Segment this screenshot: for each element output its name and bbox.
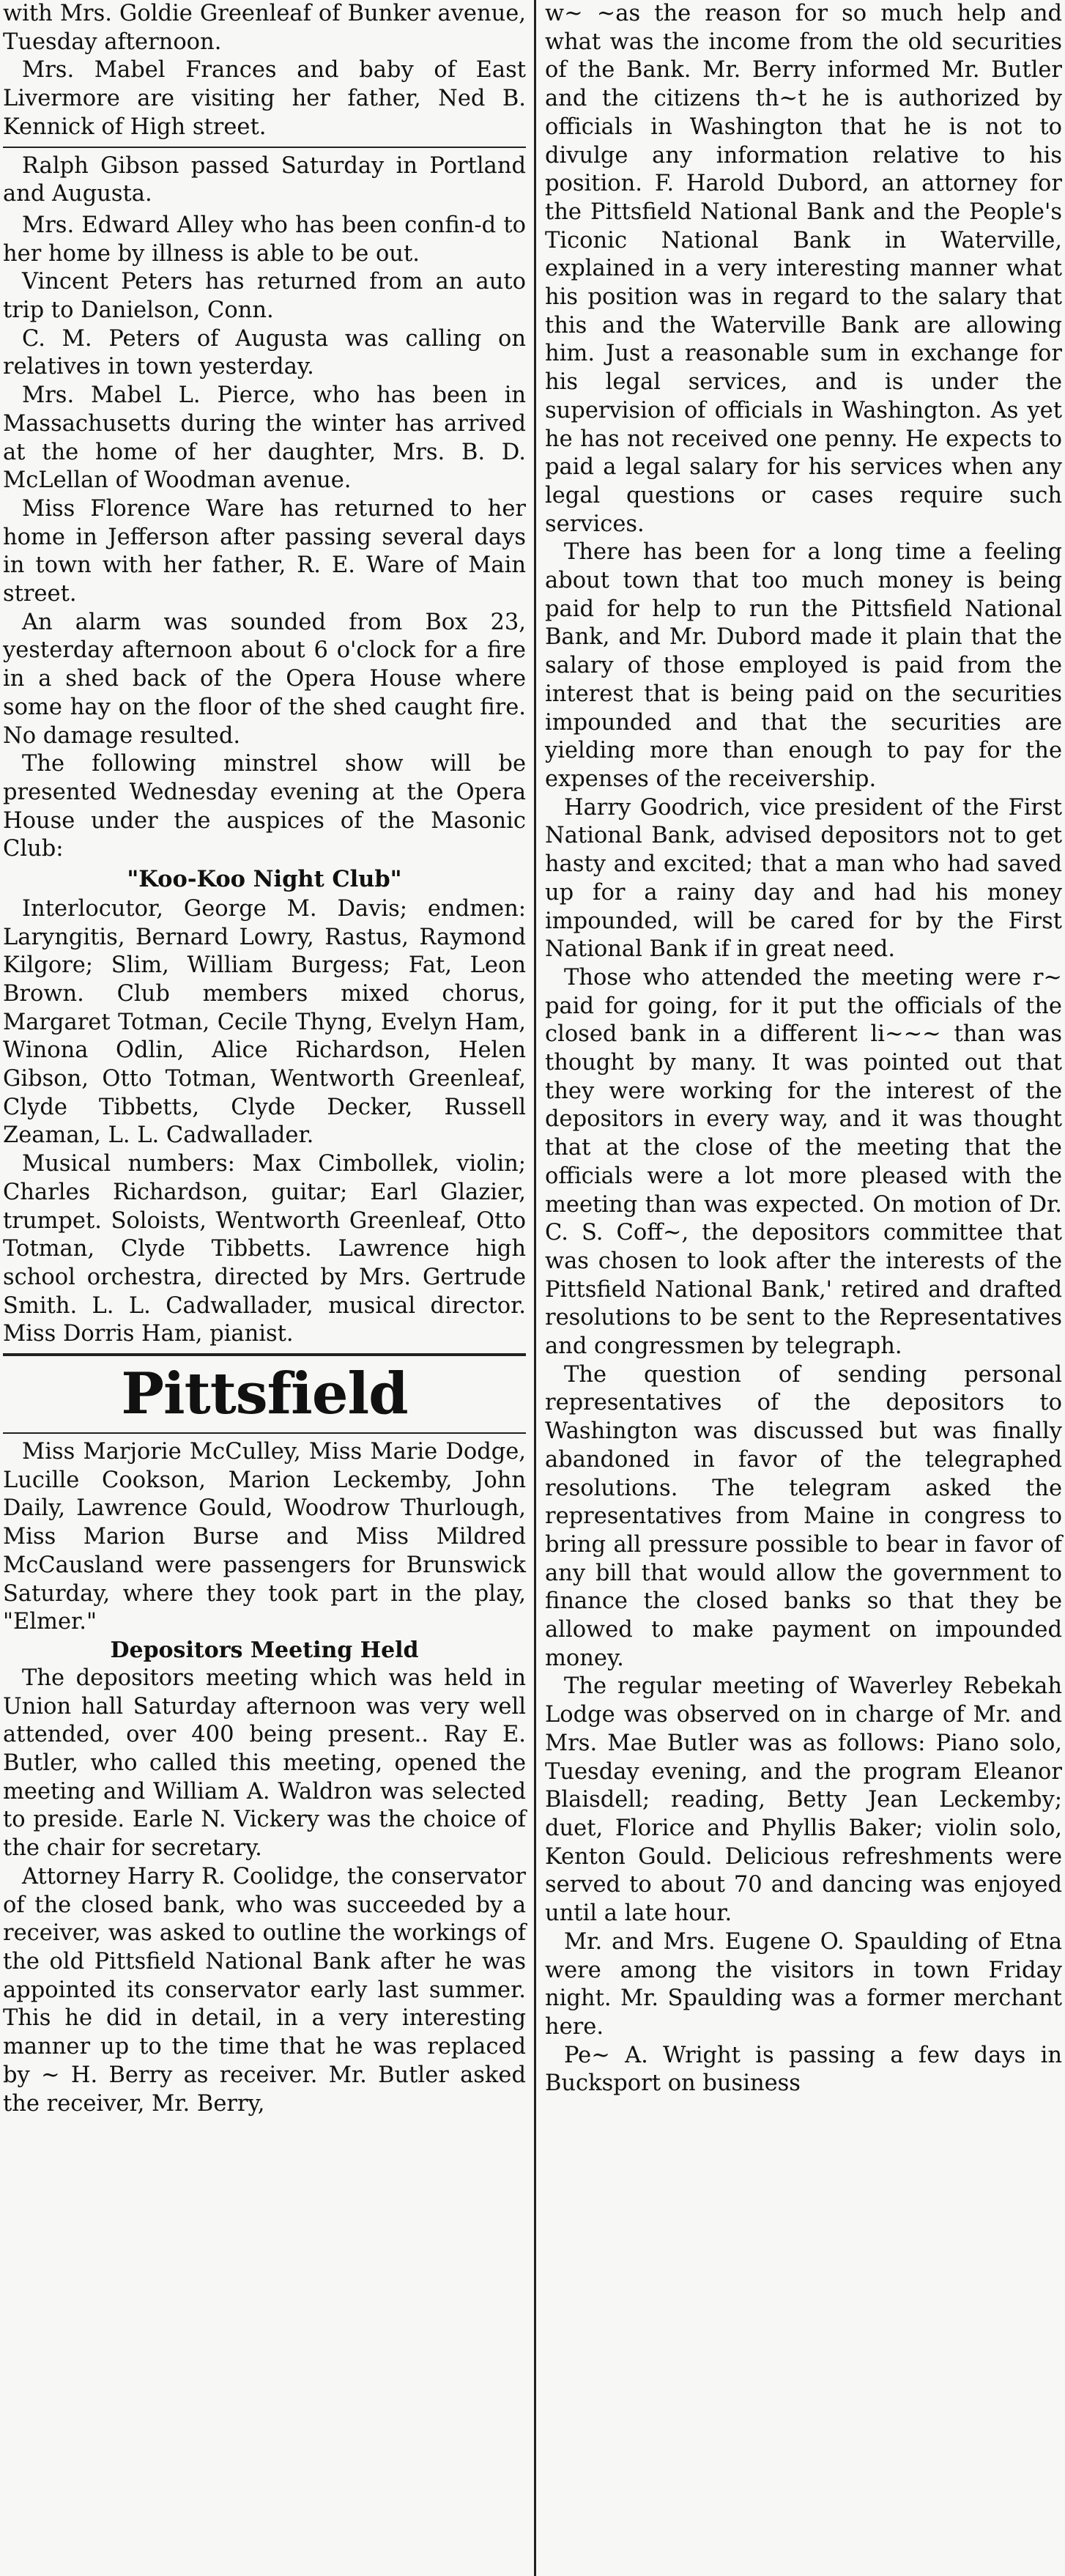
article-paragraph: Harry Goodrich, vice president of the First National Bank, advised depositors not to get hasty and excited; that a man who had saved up for a rainy day and had his money impounded, will be cared for by the First National Bank if in great need.: [545, 794, 1062, 963]
article-paragraph: Attorney Harry R. Coolidge, the conservator of the closed bank, who was succeeded by a receiver, was asked to outline the workings of the old Pittsfield National Bank after he was appointed its conservator early last summer. This he did in detail, in a very interesting manner up to the time that he was replaced by ~ H. Berry as receiver. Mr. Butler asked the receiver, Mr. Berry,: [3, 1863, 526, 2117]
news-item: Miss Marjorie McCulley, Miss Marie Dodge, Lucille Cookson, Marion Leckemby, John Daily, Lawrence Gould, Woodrow Thurlough, Miss Marion Burse and Miss Mildred McCausland were passengers for Brunswick Saturday, where they took part in the play, "Elmer.": [3, 1439, 526, 1635]
news-item: C. M. Peters of Augusta was calling on relatives in town yesterday.: [3, 325, 526, 380]
left-column: [0, 0, 530, 2576]
show-title: "Koo-Koo Night Club": [127, 866, 402, 893]
article-paragraph: Mrs. Mabel Frances and baby of East Livermore are visiting her father, Ned B. Kennick of High street.: [3, 57, 526, 140]
news-item: Pe~ A. Wright is passing a few days in Bucksport on business: [545, 2042, 1062, 2097]
article-paragraph: The question of sending personal representatives of the depositors to Washington was discussed but was finally abandoned in favor of the telegraphed resolutions. The telegram asked the representatives from Maine in congress to bring all pressure possible to bear in favor of any bill that would allow the government to finance the closed banks so that they be allowed to make payment on impounded money.: [545, 1361, 1062, 1671]
news-item: Vincent Peters has returned from an auto trip to Danielson, Conn.: [3, 269, 526, 324]
article-paragraph: Those who attended the meeting were r~ paid for going, for it put the officials of the closed bank in a different li~~~ than was thought by many. It was pointed out that they were working for the interest of the depositors in every way, and it was thought that at the close of the meeting that the officials were a lot more pleased with the meeting than was expected. On motion of Dr. C. S. Coff~, the depositors committee that was chosen to look after the interests of the Pittsfield National Bank,' retired and drafted resolutions to be sent to the Representatives and congressmen by telegraph.: [545, 964, 1062, 1360]
article-paragraph: There has been for a long time a feeling about town that too much money is being paid for help to run the Pittsfield National Bank, and Mr. Dubord made it plain that the salary of those employed is paid from the interest that is being paid on the securities impounded and that the securities are yielding more than enough to pay for the expenses of the receivership.: [545, 539, 1062, 792]
column-divider: [3, 147, 526, 148]
news-item: Mrs. Mabel L. Pierce, who has been in Massachusetts during the winter has arrived at the home of her daughter, Mrs. B. D. McLellan of Woodman avenue.: [3, 382, 526, 494]
column-rule: [534, 0, 536, 2576]
news-item: Mrs. Edward Alley who has been confin-d to her home by illness is able to be out.: [3, 212, 526, 267]
news-item: Miss Florence Ware has returned to her home in Jefferson after passing several days in town with her father, R. E. Ware of Main street.: [3, 495, 526, 607]
show-cast: Interlocutor, George M. Davis; endmen: Laryngitis, Bernard Lowry, Rastus, Raymond Kilgore; Slim, William Burgess; Fat, Leon Brown. Club members mixed chorus, Margaret Totman, Cecile Thyng, Evelyn Ham, Winona Odlin, Alice Richardson, Helen Gibson, Otto Totman, Wentworth Greenleaf, Clyde Tibbetts, Clyde Decker, Russell Zeaman, L. L. Cadwallader.: [3, 895, 526, 1149]
section-divider: [3, 1353, 526, 1356]
article-subhead: Depositors Meeting Held: [110, 1637, 419, 1663]
news-item: The regular meeting of Waverley Rebekah Lodge was observed on in charge of Mr. and Mrs. Mae Butler was as follows: Piano solo, Tuesday evening, and the program Eleanor Blaisdell; reading, Betty Jean Leckemby; duet, Florice and Phyllis Baker; violin solo, Kenton Gould. Delicious refreshments were served to about 70 and dancing was enjoyed until a late hour.: [545, 1673, 1062, 1927]
section-divider: [3, 1432, 526, 1434]
news-item: An alarm was sounded from Box 23, yesterday afternoon about 6 o'clock for a fire in a shed back of the Opera House where some hay on the floor of the shed caught fire. No damage resulted.: [3, 609, 526, 749]
show-musical-numbers: Musical numbers: Max Cimbollek, violin; Charles Richardson, guitar; Earl Glazier, trumpet. Soloists, Wentworth Greenleaf, Otto Totman, Clyde Tibbetts. Lawrence high school orchestra, directed by Mrs. Gertrude Smith. L. L. Cadwallader, musical director. Miss Dorris Ham, pianist.: [3, 1151, 526, 1347]
section-title: Pittsfield: [121, 1361, 408, 1428]
news-item: Mr. and Mrs. Eugene O. Spaulding of Etna were among the visitors in town Friday night. Mr. Spaulding was a former merchant here.: [545, 1928, 1062, 2040]
news-item: The following minstrel show will be presented Wednesday evening at the Opera House under the auspices of the Masonic Club:: [3, 751, 526, 862]
article-paragraph: with Mrs. Goldie Greenleaf of Bunker avenue, Tuesday afternoon.: [3, 1, 526, 55]
article-paragraph: The depositors meeting which was held in Union hall Saturday afternoon was very well attended, over 400 being present.. Ray E. Butler, who called this meeting, opened the meeting and William A. Waldron was selected to preside. Earle N. Vickery was the choice of the chair for secretary.: [3, 1665, 526, 1862]
article-paragraph: w~ ~as the reason for so much help and what was the income from the old securities of the Bank. Mr. Berry informed Mr. Butler and the citizens th~t he is authorized by officials in Washington that he is not to divulge any information relative to his position. F. Harold Dubord, an attorney for the Pittsfield National Bank and the People's Ticonic National Bank in Waterville, explained in a very interesting manner what his position was in regard to the salary that this and the Waterville Bank are allowing him. Just a reasonable sum in exchange for his legal services, and is under the supervision of officials in Washington. As yet he has not received one penny. He expects to paid a legal salary for his services when any legal questions or cases require such services.: [545, 1, 1062, 537]
news-item: Ralph Gibson passed Saturday in Portland and Augusta.: [3, 152, 526, 207]
right-column: [541, 0, 1065, 2576]
